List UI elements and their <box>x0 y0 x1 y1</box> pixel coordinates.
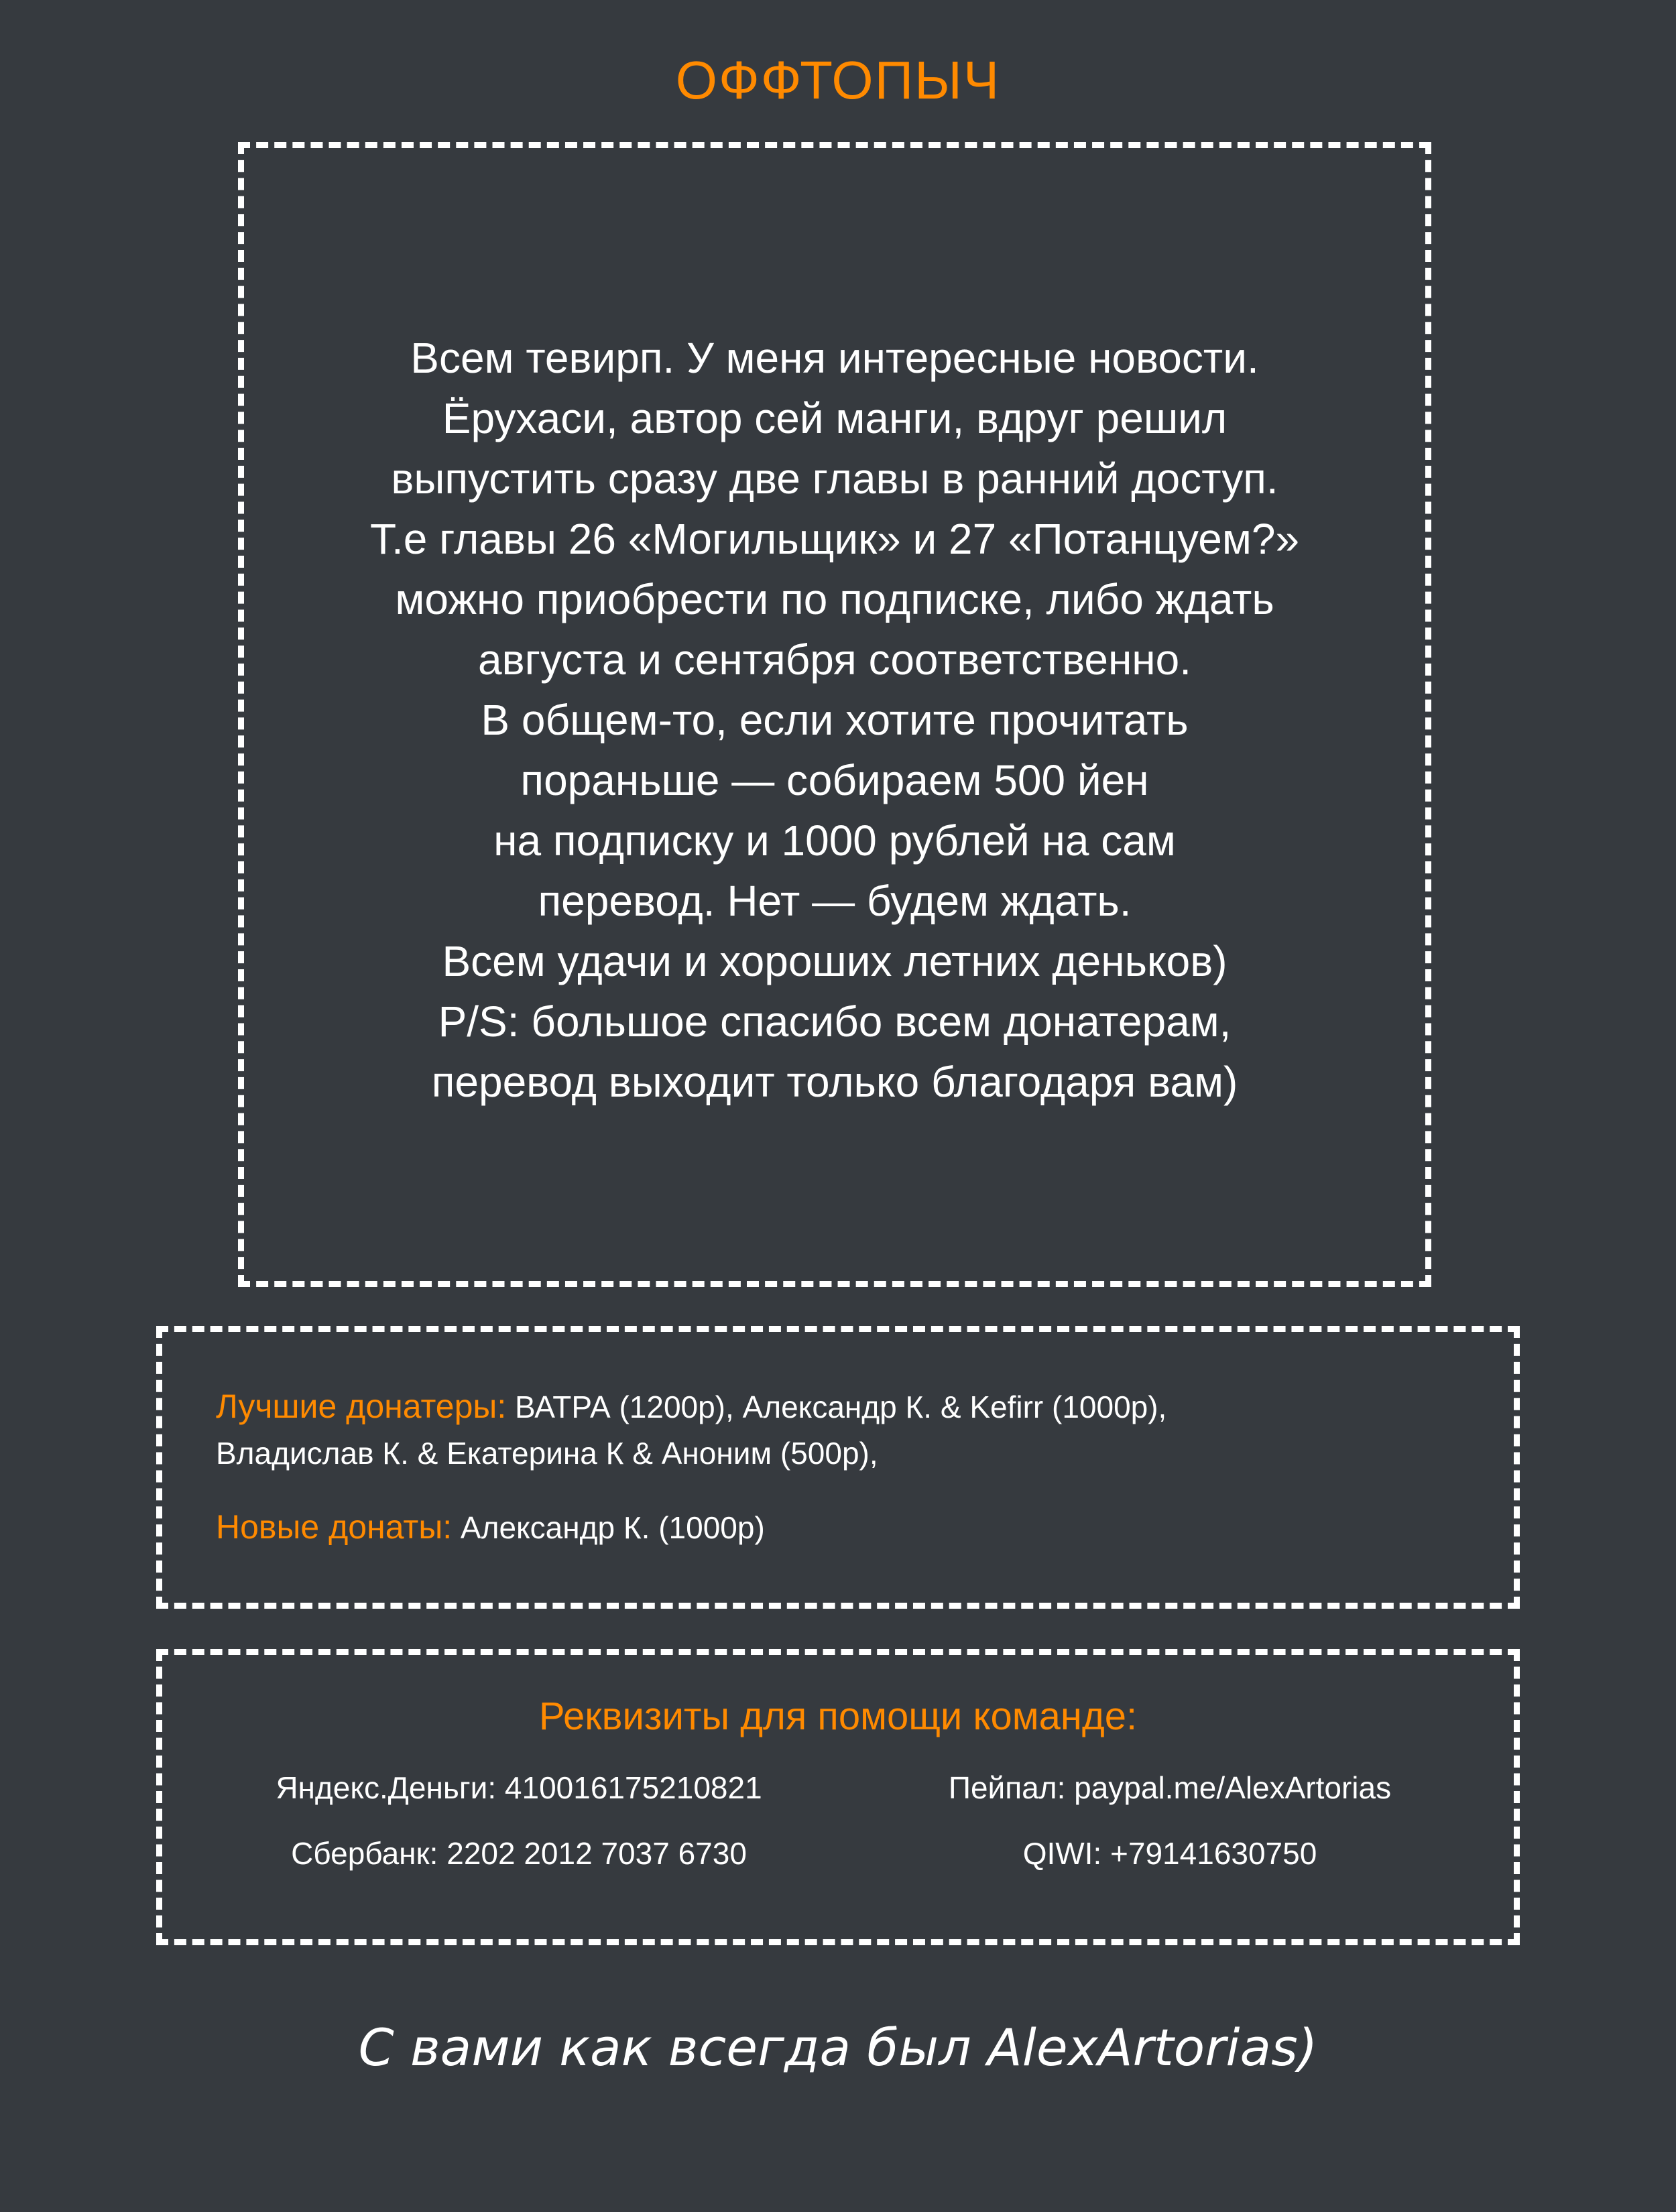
best-donors-label: Лучшие донатеры: <box>216 1388 507 1425</box>
new-donations-label: Новые донаты: <box>216 1508 453 1546</box>
requisites-box <box>156 1649 1520 1945</box>
signature: С вами как всегда был AlexArtorias) <box>358 2018 1318 2077</box>
news-line: можно приобрести по подписке, либо ждать <box>395 575 1274 623</box>
sberbank: Сбербанк: 2202 2012 7037 6730 <box>291 1836 747 1871</box>
donors-box <box>156 1326 1520 1609</box>
news-line: августа и сентября соответственно. <box>478 635 1191 684</box>
news-line: Т.е главы 26 «Могильщик» и 27 «Потанцуем?» <box>369 515 1300 563</box>
news-line: перевод выходит только благодаря вам) <box>431 1058 1238 1106</box>
new-donations-line <box>216 1505 765 1550</box>
news-line: пораньше — собираем 500 йен <box>520 756 1149 804</box>
best-donors-line-2: Владислав К. & Екатерина К & Аноним (500р), <box>216 1436 878 1471</box>
news-line: В общем-то, если хотите прочитать <box>481 696 1189 744</box>
news-line: Всем удачи и хороших летних деньков) <box>442 937 1228 985</box>
news-line: P/S: большое спасибо всем донатерам, <box>438 997 1232 1046</box>
paypal: Пейпал: paypal.me/AlexArtorias <box>948 1770 1392 1805</box>
news-line: Ёрухаси, автор сей манги, вдруг решил <box>442 394 1228 442</box>
news-box <box>238 142 1431 1287</box>
best-donors-line <box>216 1384 1166 1429</box>
requisites-title: Реквизиты для помощи команде: <box>538 1695 1138 1738</box>
news-text <box>244 328 1425 1112</box>
new-donations-value: Александр К. (1000р) <box>452 1510 765 1545</box>
news-line: перевод. Нет — будем ждать. <box>538 877 1132 925</box>
best-donors-value: ВАТРА (1200р), Александр К. & Kefirr (1000р), <box>506 1390 1167 1424</box>
news-line: на подписку и 1000 рублей на сам <box>493 816 1176 865</box>
news-line: выпустить сразу две главы в ранний доступ. <box>391 454 1278 503</box>
news-line: Всем тевирп. У меня интересные новости. <box>410 334 1259 382</box>
page-title: ОФФТОПЫЧ <box>675 50 1001 110</box>
qiwi: QIWI: +79141630750 <box>1022 1836 1317 1871</box>
yandex-money: Яндекс.Деньги: 410016175210821 <box>276 1770 762 1805</box>
